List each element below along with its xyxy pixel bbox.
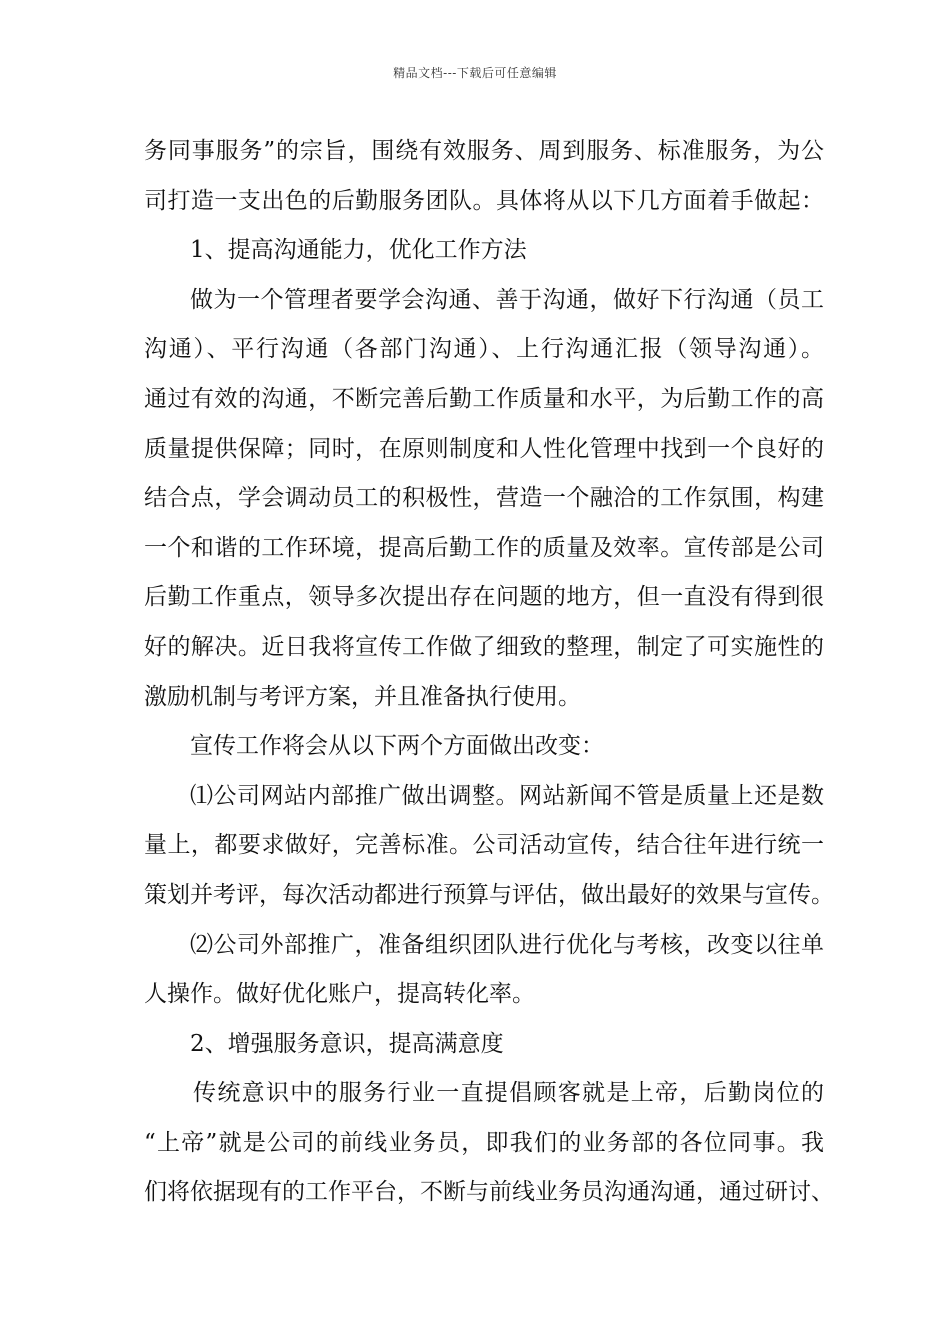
text-line: 激励机制与考评方案，并且准备执行使用。: [144, 683, 581, 710]
text-line: 做为一个管理者要学会沟通、善于沟通，做好下行沟通（员工: [190, 286, 824, 313]
page-header: 精品文档---下载后可任意编辑: [393, 66, 557, 80]
section-heading: 2、增强服务意识，提高满意度: [190, 1030, 504, 1057]
text-line: 务同事服务”的宗旨，围绕有效服务、周到服务、标准服务，为公: [144, 138, 824, 164]
text-line: 质量提供保障；同时，在原则制度和人性化管理中找到一个良好的: [144, 435, 824, 462]
text-line: 结合点，学会调动员工的积极性，营造一个融洽的工作氛围，构建: [144, 485, 824, 512]
text-line: 人操作。做好优化账户，提高转化率。: [144, 981, 535, 1008]
list-item: ⑵公司外部推广，准备组织团队进行优化与考核，改变以往单: [190, 931, 824, 958]
text-line: 量上，都要求做好，完善标准。公司活动宣传，结合往年进行统一: [144, 832, 824, 859]
section-heading: 1、提高沟通能力，优化工作方法: [190, 237, 527, 264]
document-body: [144, 127, 834, 1218]
text-line: 宣传工作将会从以下两个方面做出改变：: [190, 733, 604, 760]
text-line: 通过有效的沟通，不断完善后勤工作质量和水平，为后勤工作的高: [144, 385, 824, 412]
text-line: 司打造一支出色的后勤服务团队。具体将从以下几方面着手做起：: [144, 187, 824, 214]
text-line: 策划并考评，每次活动都进行预算与评估，做出最好的效果与宣传。: [144, 881, 834, 908]
text-line: 传统意识中的服务行业一直提倡顾客就是上帝，后勤岗位的: [193, 1080, 824, 1107]
text-line: 好的解决。近日我将宣传工作做了细致的整理，制定了可实施性的: [144, 633, 824, 660]
text-line: 们将依据现有的工作平台，不断与前线业务员沟通沟通，通过研讨、: [144, 1179, 834, 1206]
list-item: ⑴公司网站内部推广做出调整。网站新闻不管是质量上还是数: [190, 782, 824, 809]
text-line: “上帝”就是公司的前线业务员，即我们的业务部的各位同事。我: [144, 1129, 824, 1156]
text-line: 沟通）、平行沟通（各部门沟通）、上行沟通汇报（领导沟通）。: [144, 336, 824, 363]
text-line: 一个和谐的工作环境，提高后勤工作的质量及效率。宣传部是公司: [144, 534, 824, 561]
text-line: 后勤工作重点，领导多次提出存在问题的地方，但一直没有得到很: [144, 584, 824, 611]
